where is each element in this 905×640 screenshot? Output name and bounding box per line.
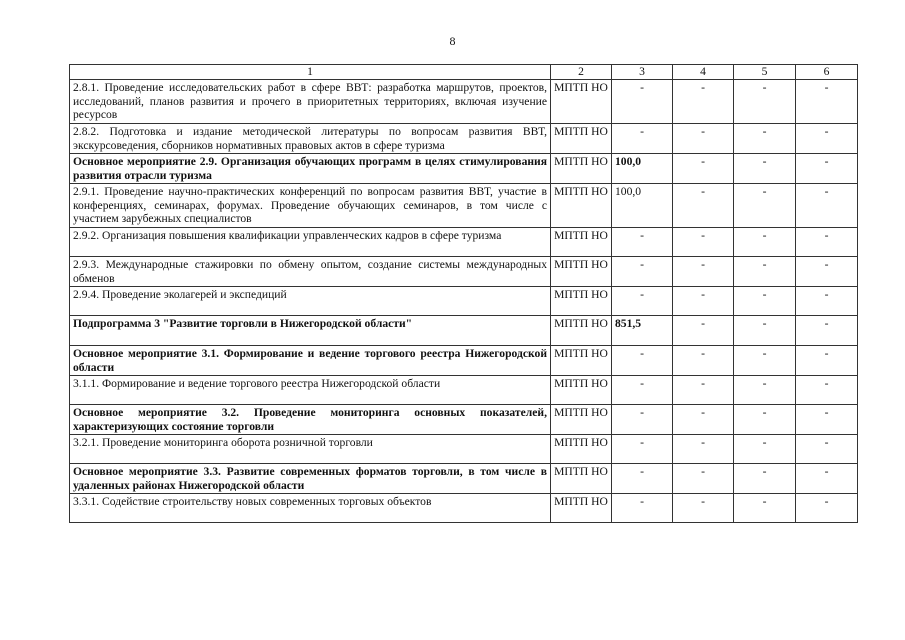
executor-cell: МПТП НО xyxy=(551,316,612,346)
executor-cell: МПТП НО xyxy=(551,435,612,464)
executor-cell: МПТП НО xyxy=(551,257,612,287)
value-cell-col4: - xyxy=(673,154,734,184)
activity-text: 2.8.2. Подготовка и издание методической литературы по вопросам развития ВВТ, экскурсоведения, сборников нормативных правовых актов в сфере туризма xyxy=(73,125,547,152)
activity-text: 3.3.1. Содействие строительству новых современных торговых объектов xyxy=(73,495,432,508)
value-cell-col3: - xyxy=(612,257,673,287)
activity-text: 2.9.2. Организация повышения квалификации управленческих кадров в сфере туризма xyxy=(73,229,502,242)
executor-cell: МПТП НО xyxy=(551,80,612,124)
table-row xyxy=(70,228,858,257)
table-row xyxy=(70,405,858,435)
activity-text: 2.8.1. Проведение исследовательских работ в сфере ВВТ: разработка маршрутов, проектов, исследований, планов развития и прочего в приоритетных территориях, включая изучение ресурсов xyxy=(73,81,547,121)
executor-cell: МПТП НО xyxy=(551,346,612,376)
executor-cell: МПТП НО xyxy=(551,405,612,435)
activity-cell xyxy=(70,228,551,257)
value-cell-col5: - xyxy=(734,316,796,346)
value-cell-col6: - xyxy=(796,435,858,464)
value-cell-col4: - xyxy=(673,228,734,257)
header-cell-6: 6 xyxy=(796,65,858,80)
executor-cell: МПТП НО xyxy=(551,124,612,154)
activity-text: 3.1.1. Формирование и ведение торгового реестра Нижегородской области xyxy=(73,377,441,390)
value-cell-col3: - xyxy=(612,346,673,376)
value-cell-col3: - xyxy=(612,80,673,124)
value-cell-col3: - xyxy=(612,464,673,494)
executor-cell: МПТП НО xyxy=(551,287,612,316)
value-cell-col5: - xyxy=(734,405,796,435)
value-cell-col5: - xyxy=(734,228,796,257)
header-cell-2: 2 xyxy=(551,65,612,80)
value-cell-col4: - xyxy=(673,464,734,494)
value-cell-col4: - xyxy=(673,376,734,405)
activity-text: 3.2.1. Проведение мониторинга оборота розничной торговли xyxy=(73,436,373,449)
executor-cell: МПТП НО xyxy=(551,228,612,257)
table-row xyxy=(70,464,858,494)
value-cell-col3: 100,0 xyxy=(612,184,673,228)
activity-text: Основное мероприятие 3.2. Проведение мониторинга основных показателей, характеризующих состояние торговли xyxy=(73,406,547,433)
page-number: 8 xyxy=(449,34,456,48)
value-cell-col4: - xyxy=(673,316,734,346)
value-cell-col3: - xyxy=(612,405,673,435)
value-cell-col3: - xyxy=(612,124,673,154)
activity-text: Основное мероприятие 3.1. Формирование и ведение торгового реестра Нижегородской области xyxy=(73,347,547,374)
value-cell-col6: - xyxy=(796,154,858,184)
table-row xyxy=(70,154,858,184)
value-cell-col4: - xyxy=(673,80,734,124)
table-row xyxy=(70,435,858,464)
value-cell-col3: - xyxy=(612,228,673,257)
value-cell-col5: - xyxy=(734,184,796,228)
value-cell-col6: - xyxy=(796,494,858,523)
value-cell-col4: - xyxy=(673,257,734,287)
activity-text: Подпрограмма 3 "Развитие торговли в Нижегородской области" xyxy=(73,317,413,330)
value-cell-col6: - xyxy=(796,316,858,346)
value-cell-col6: - xyxy=(796,80,858,124)
value-cell-col6: - xyxy=(796,405,858,435)
activity-text: Основное мероприятие 2.9. Организация обучающих программ в целях стимулирования развития отрасли туризма xyxy=(73,155,547,182)
activity-text: Основное мероприятие 3.3. Развитие современных форматов торговли, в том числе в удаленных районах Нижегородской области xyxy=(73,465,547,492)
executor-cell: МПТП НО xyxy=(551,184,612,228)
activity-text: 2.9.4. Проведение эколагерей и экспедиций xyxy=(73,288,287,301)
activity-cell xyxy=(70,435,551,464)
activity-cell xyxy=(70,376,551,405)
value-cell-col6: - xyxy=(796,228,858,257)
activity-cell xyxy=(70,184,551,228)
executor-cell: МПТП НО xyxy=(551,494,612,523)
value-cell-col4: - xyxy=(673,124,734,154)
activity-text: 2.9.1. Проведение научно-практических конференций по вопросам развития ВВТ, участие в конференциях, семинарах, форумах. Проведение обучающих семинаров, в том числе с участием зарубежных специалистов xyxy=(73,185,547,225)
activity-text: 2.9.3. Международные стажировки по обмену опытом, создание системы международных обменов xyxy=(73,258,547,285)
table-row xyxy=(70,376,858,405)
executor-cell: МПТП НО xyxy=(551,464,612,494)
value-cell-col5: - xyxy=(734,376,796,405)
value-cell-col4: - xyxy=(673,405,734,435)
value-cell-col5: - xyxy=(734,154,796,184)
value-cell-col3: 100,0 xyxy=(612,154,673,184)
value-cell-col4: - xyxy=(673,494,734,523)
value-cell-col3: - xyxy=(612,494,673,523)
header-cell-4: 4 xyxy=(673,65,734,80)
table-row xyxy=(70,80,858,124)
value-cell-col3: 851,5 xyxy=(612,316,673,346)
value-cell-col3: - xyxy=(612,287,673,316)
header-cell-1: 1 xyxy=(70,65,551,80)
table-row xyxy=(70,257,858,287)
value-cell-col3: - xyxy=(612,376,673,405)
table-row xyxy=(70,124,858,154)
value-cell-col6: - xyxy=(796,287,858,316)
section-title-cell xyxy=(70,464,551,494)
value-cell-col6: - xyxy=(796,376,858,405)
executor-cell: МПТП НО xyxy=(551,154,612,184)
value-cell-col5: - xyxy=(734,124,796,154)
table-row xyxy=(70,184,858,228)
value-cell-col5: - xyxy=(734,464,796,494)
program-table xyxy=(69,64,858,523)
value-cell-col5: - xyxy=(734,346,796,376)
activity-cell xyxy=(70,257,551,287)
section-title-cell xyxy=(70,154,551,184)
value-cell-col4: - xyxy=(673,346,734,376)
value-cell-col6: - xyxy=(796,124,858,154)
value-cell-col5: - xyxy=(734,287,796,316)
section-title-cell xyxy=(70,405,551,435)
value-cell-col4: - xyxy=(673,287,734,316)
value-cell-col5: - xyxy=(734,494,796,523)
table-row xyxy=(70,346,858,376)
value-cell-col5: - xyxy=(734,435,796,464)
table-row xyxy=(70,316,858,346)
value-cell-col6: - xyxy=(796,346,858,376)
section-title-cell xyxy=(70,346,551,376)
header-row xyxy=(70,65,858,80)
activity-cell xyxy=(70,80,551,124)
value-cell-col5: - xyxy=(734,257,796,287)
value-cell-col4: - xyxy=(673,435,734,464)
value-cell-col5: - xyxy=(734,80,796,124)
table-row xyxy=(70,494,858,523)
header-cell-3: 3 xyxy=(612,65,673,80)
value-cell-col6: - xyxy=(796,257,858,287)
value-cell-col4: - xyxy=(673,184,734,228)
activity-cell xyxy=(70,124,551,154)
value-cell-col6: - xyxy=(796,184,858,228)
header-cell-5: 5 xyxy=(734,65,796,80)
executor-cell: МПТП НО xyxy=(551,376,612,405)
table-row xyxy=(70,287,858,316)
value-cell-col3: - xyxy=(612,435,673,464)
value-cell-col6: - xyxy=(796,464,858,494)
activity-cell xyxy=(70,287,551,316)
activity-cell xyxy=(70,494,551,523)
section-title-cell xyxy=(70,316,551,346)
